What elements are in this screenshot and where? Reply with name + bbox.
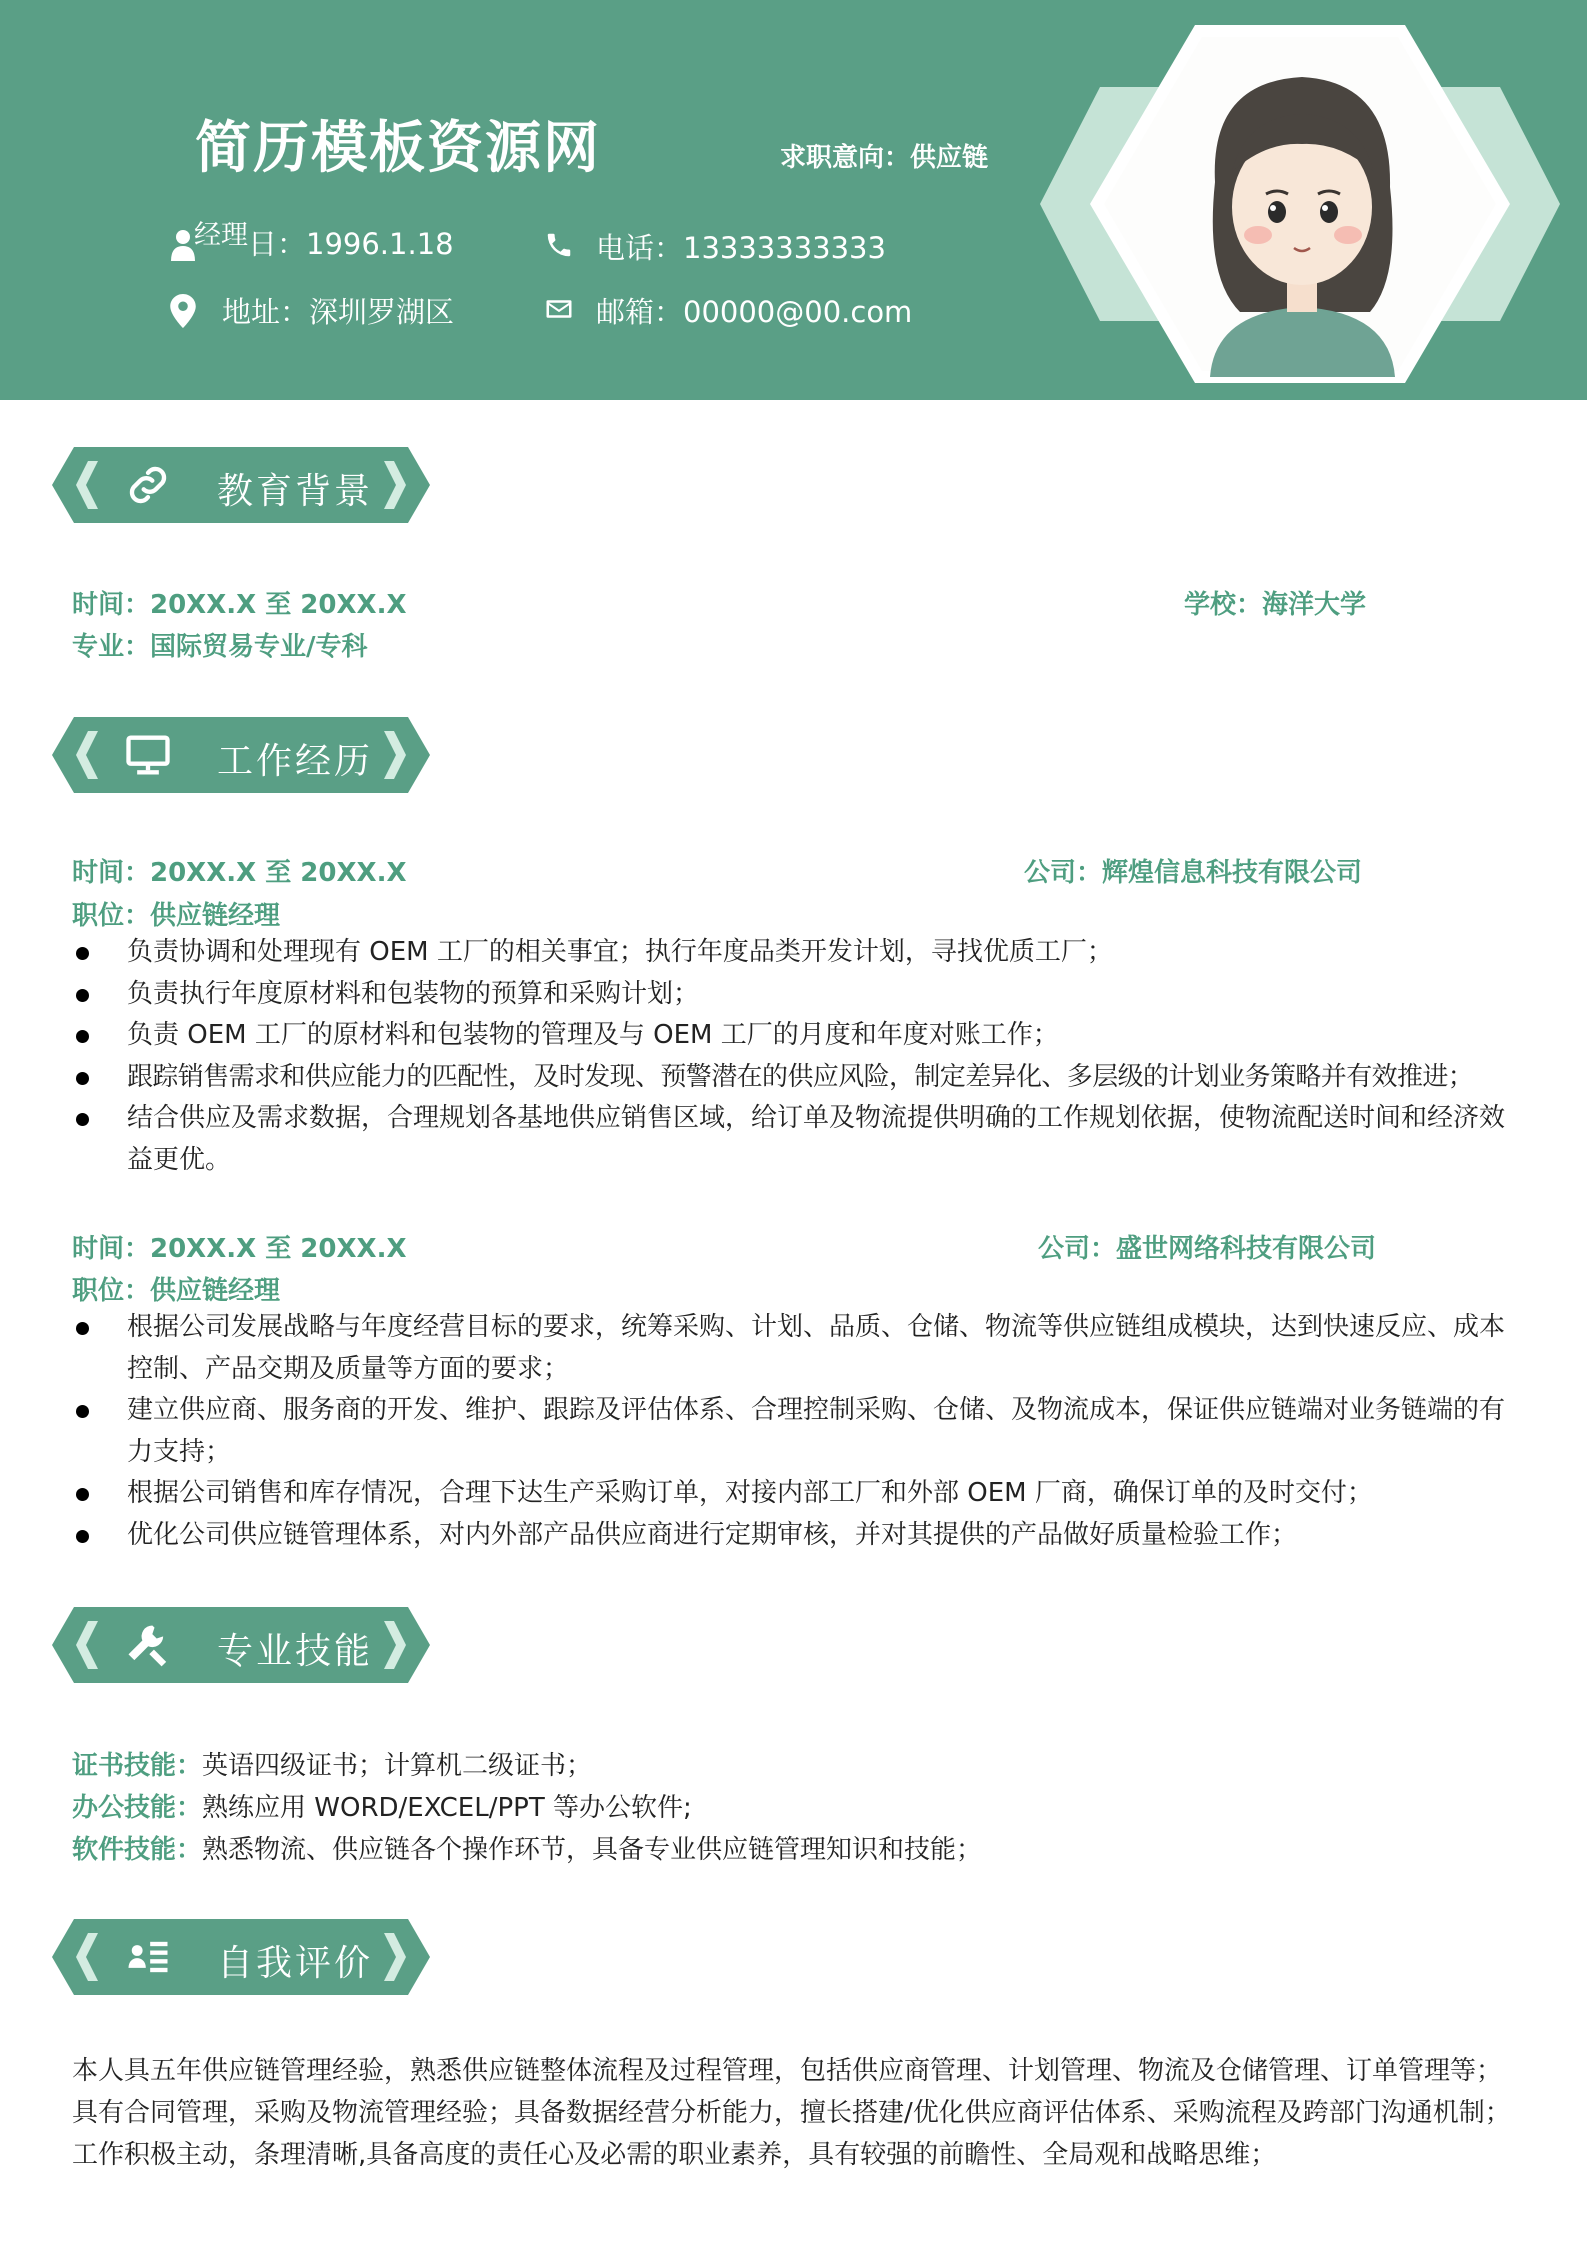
link-icon bbox=[122, 459, 174, 511]
self-evaluation: 本人具五年供应链管理经验，熟悉供应链整体流程及过程管理，包括供应商管理、计划管理、物流及仓储管理、订单管理等；具有合同管理，采购及物流管理经验；具备数据经营分析能力，擅长搭建/优化供应商评估体系、采购流程及跨部门沟通机制；工作积极主动，条理清晰,具备高度的责任心及必需的职业素养，具有较强的前瞻性、全局观和战略思维； bbox=[72, 2056, 1511, 2170]
section-title: 自我评价 bbox=[217, 1943, 374, 1984]
birth-text: 日：1996.1.18 bbox=[248, 227, 454, 261]
phone-text: 电话：13333333333 bbox=[596, 231, 886, 265]
birth-info bbox=[170, 222, 454, 263]
edu-time: 时间：20XX.X 至 20XX.X bbox=[72, 590, 407, 620]
address-text: 地址：深圳罗湖区 bbox=[222, 295, 455, 329]
job1-duty: 负责执行年度原材料和包装物的预算和采购计划； bbox=[70, 974, 1520, 1016]
job1-duty: 结合供应及需求数据，合理规划各基地供应销售区域，给订单及物流提供明确的工作规划依据，使物流配送时间和经济效益更优。 bbox=[70, 1098, 1520, 1181]
id-card-icon bbox=[122, 1931, 174, 1983]
skill-row: 证书技能：英语四级证书；计算机二级证书； bbox=[72, 1751, 593, 1781]
header-banner bbox=[0, 0, 1587, 400]
job1-duty: 跟踪销售需求和供应能力的匹配性，及时发现、预警潜在的供应风险，制定差异化、多层级的计划业务策略并有效推进； bbox=[70, 1057, 1520, 1099]
job2-duty: 根据公司销售和库存情况，合理下达生产采购订单，对接内部工厂和外部 OEM 厂商，确保订单的及时交付； bbox=[70, 1473, 1520, 1515]
job1-duty: 负责协调和处理现有 OEM 工厂的相关事宜；执行年度品类开发计划，寻找优质工厂； bbox=[70, 932, 1520, 974]
person-icon-text: 经理 bbox=[194, 220, 248, 251]
person-icon bbox=[170, 226, 196, 260]
section-header-self bbox=[52, 1919, 430, 1995]
monitor-icon bbox=[122, 729, 174, 781]
mail-icon bbox=[544, 294, 578, 328]
skill-row: 办公技能：熟练应用 WORD/EXCEL/PPT 等办公软件; bbox=[72, 1793, 692, 1823]
edu-school: 学校：海洋大学 bbox=[1184, 590, 1367, 620]
email-text: 邮箱：00000@00.com bbox=[596, 295, 913, 329]
section-header-skills bbox=[52, 1607, 430, 1683]
edu-major: 专业：国际贸易专业/专科 bbox=[72, 632, 368, 662]
job1-time: 时间：20XX.X 至 20XX.X bbox=[72, 858, 407, 888]
resume-name: 简历模板资源网 bbox=[195, 116, 601, 181]
section-header-work bbox=[52, 717, 430, 793]
location-pin-icon bbox=[170, 294, 204, 328]
phone-info bbox=[544, 226, 886, 267]
job2-company: 公司：盛世网络科技有限公司 bbox=[1038, 1234, 1377, 1264]
skill-row: 软件技能：熟悉物流、供应链各个操作环节，具备专业供应链管理知识和技能； bbox=[72, 1835, 983, 1865]
job1-position: 职位：供应链经理 bbox=[72, 901, 281, 931]
job2-time: 时间：20XX.X 至 20XX.X bbox=[72, 1234, 407, 1264]
section-title: 教育背景 bbox=[217, 471, 374, 512]
section-title: 工作经历 bbox=[217, 741, 374, 782]
job2-duty: 优化公司供应链管理体系，对内外部产品供应商进行定期审核，并对其提供的产品做好质量检验工作； bbox=[70, 1515, 1520, 1557]
job1-company: 公司：辉煌信息科技有限公司 bbox=[1024, 858, 1363, 888]
section-title: 专业技能 bbox=[217, 1631, 374, 1672]
address-info bbox=[170, 290, 454, 331]
job2-position: 职位：供应链经理 bbox=[72, 1276, 281, 1306]
tools-icon bbox=[122, 1619, 174, 1671]
job2-duty: 建立供应商、服务商的开发、维护、跟踪及评估体系、合理控制采购、仓储、及物流成本，保证供应链端对业务链端的有力支持； bbox=[70, 1390, 1520, 1473]
job1-duty: 负责 OEM 工厂的原材料和包装物的管理及与 OEM 工厂的月度和年度对账工作； bbox=[70, 1015, 1520, 1057]
job-intent: 求职意向：供应链 bbox=[780, 143, 989, 173]
avatar-frame bbox=[1040, 22, 1560, 387]
job2-duty: 根据公司发展战略与年度经营目标的要求，统筹采购、计划、品质、仓储、物流等供应链组成模块，达到快速反应、成本控制、产品交期及质量等方面的要求； bbox=[70, 1307, 1520, 1390]
section-header-education bbox=[52, 447, 430, 523]
avatar bbox=[1210, 77, 1395, 377]
phone-icon bbox=[544, 230, 578, 264]
email-info bbox=[544, 290, 912, 331]
